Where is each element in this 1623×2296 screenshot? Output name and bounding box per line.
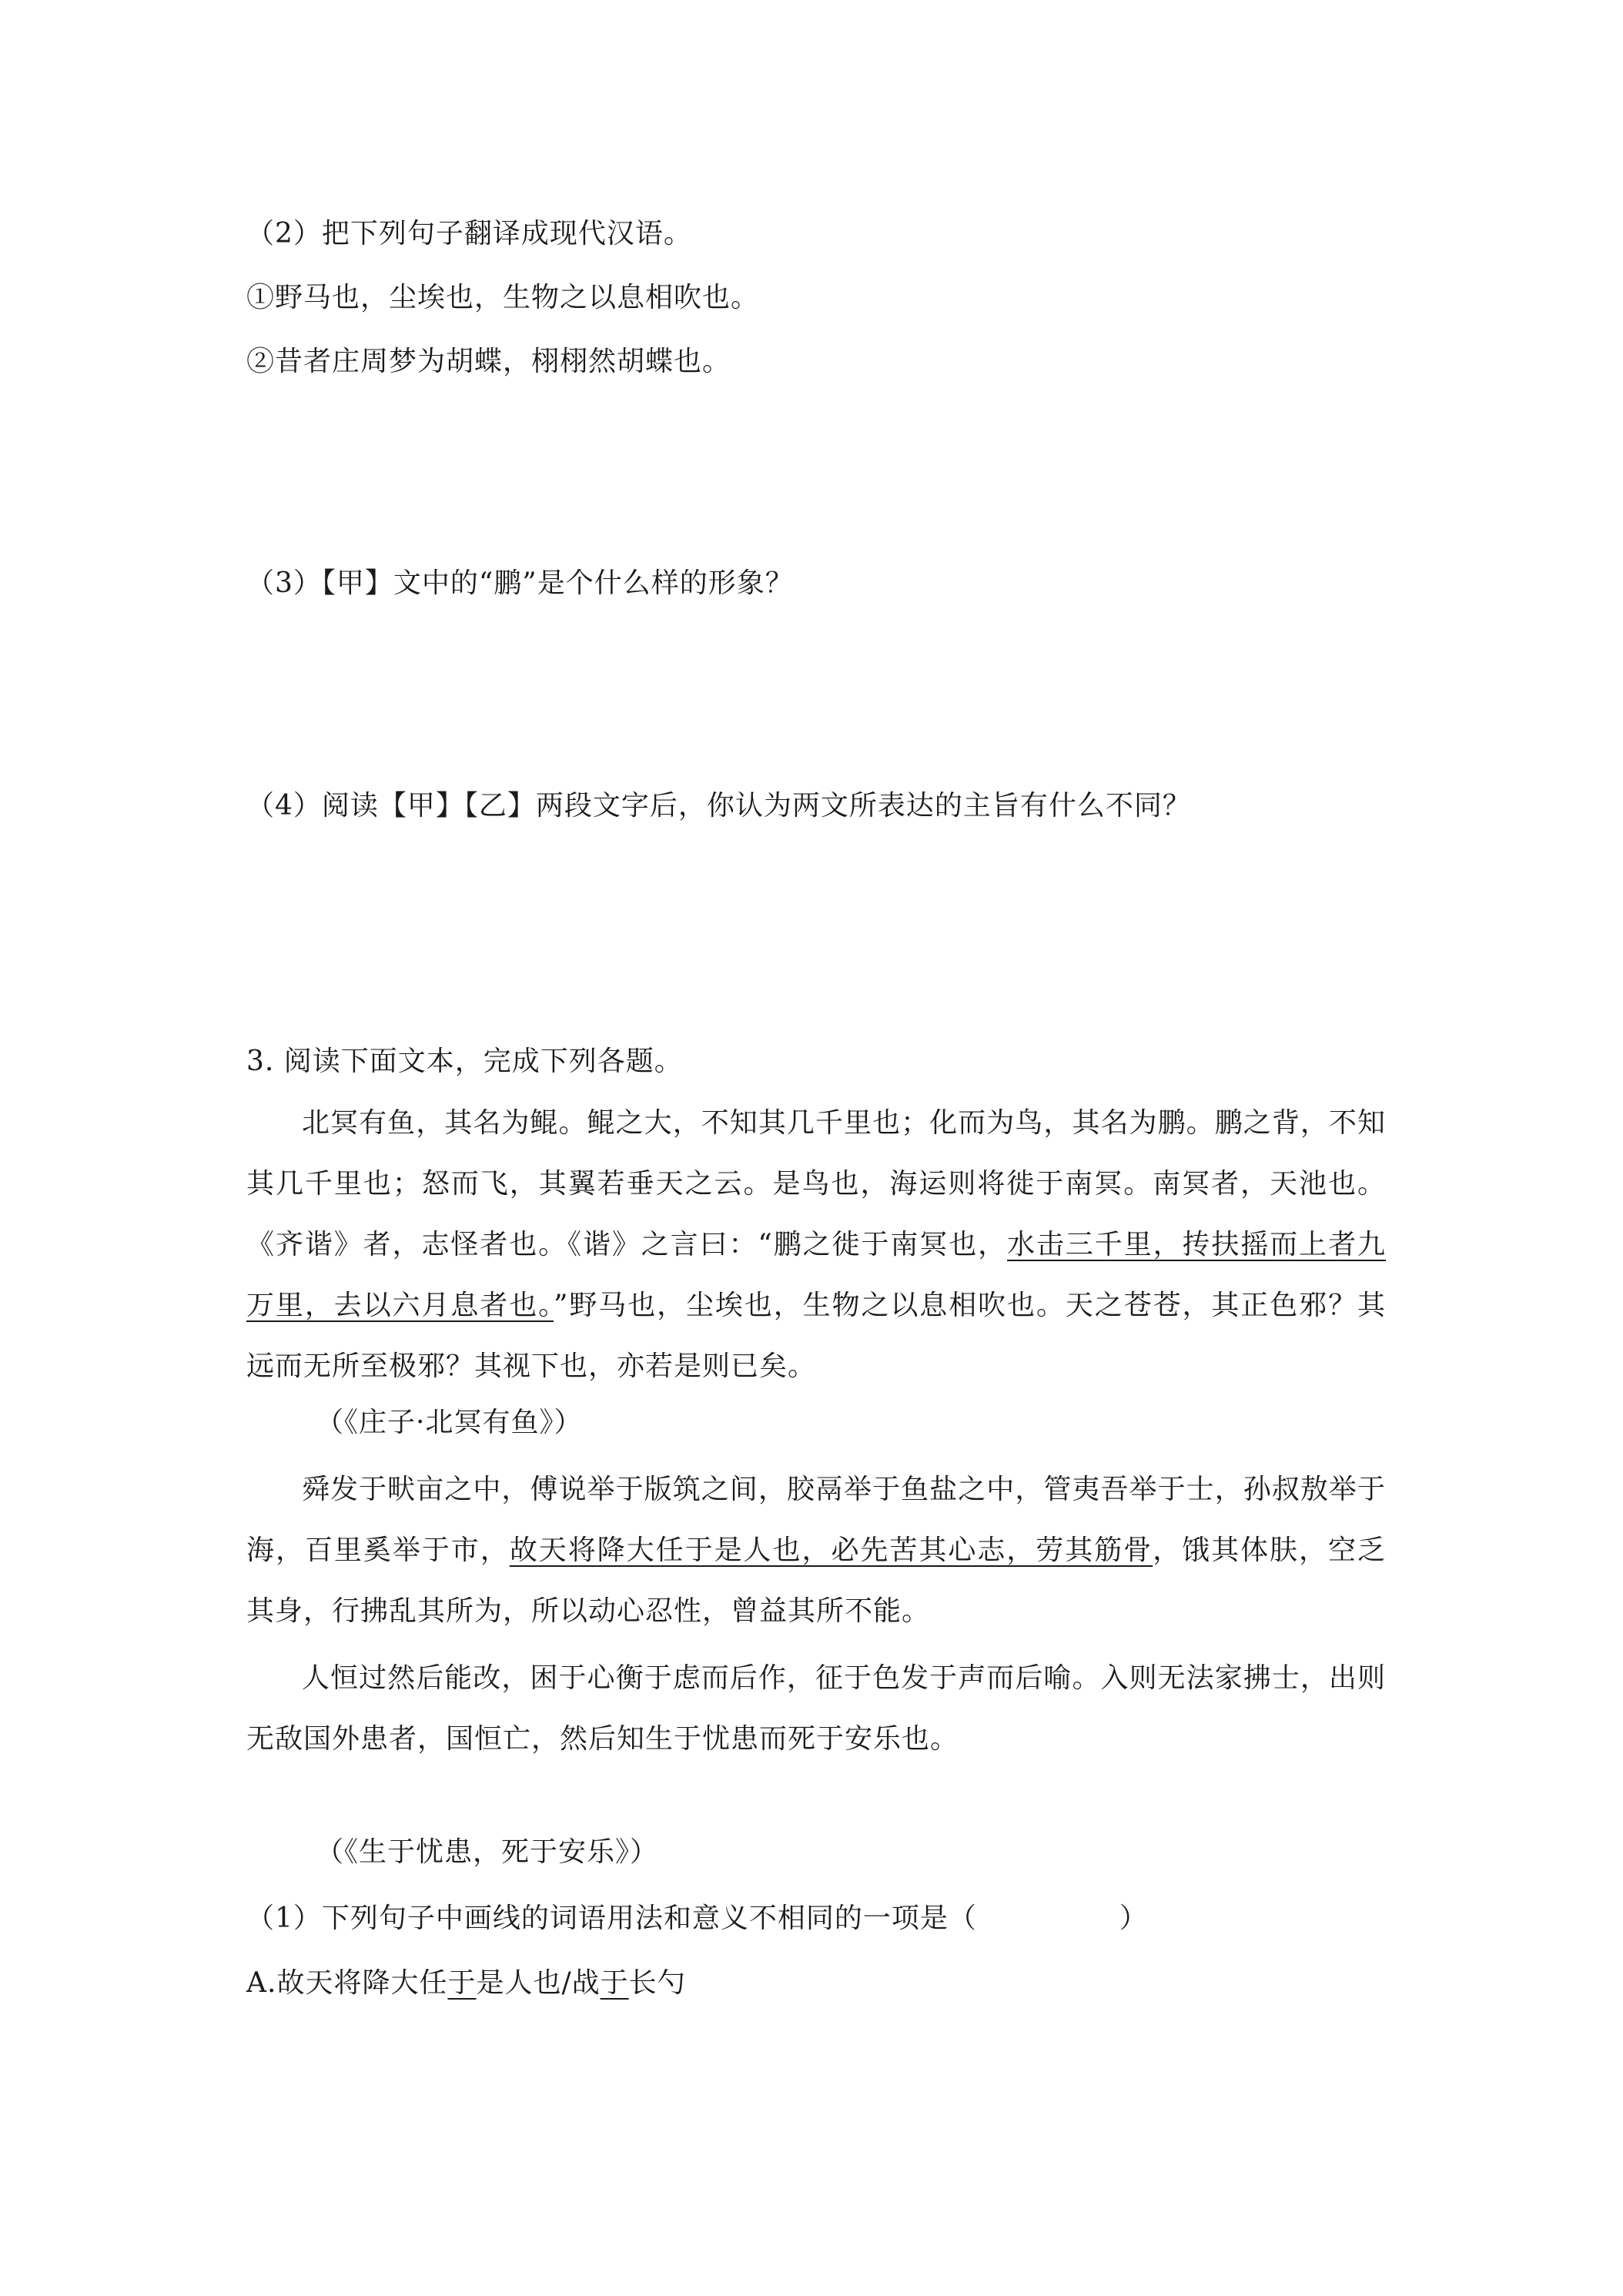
option-a-text-1: 故天将降大任 — [276, 1967, 448, 1999]
passage-b-text-1: 舜发于畎亩之中，傅说举于版筑之间，胶鬲举于鱼盐之中，管夷吾举于士，孙叔敖举于海，百里奚举于市， — [246, 1474, 1386, 1566]
q3-1-prompt: （1）下列句子中画线的词语用法和意义不相同的一项是（ ） — [246, 1903, 1148, 1934]
passage-a — [246, 1093, 1386, 1397]
passage-a-underlined: 水击三千里，抟扶摇而上者九万里，去以六月息者也。 — [246, 1229, 1386, 1321]
q2-2-prompt: （2）把下列句子翻译成现代汉语。 — [246, 218, 692, 249]
q2-2-sentence-2: ②昔者庄周梦为胡蝶，栩栩然胡蝶也。 — [246, 346, 731, 377]
passage-a-text-1: 北冥有鱼，其名为鲲。鲲之大，不知其几千里也；化而为鸟，其名为鹏。鹏之背，不知其几千里也；怒而飞，其翼若垂天之云。是鸟也，海运则将徙于南冥。南冥者，天池也。《齐谐》者，志怪者也。《谐》之言曰：“鹏之徙于南冥也， — [246, 1107, 1386, 1260]
q2-2-sentence-1: ①野马也，尘埃也，生物之以息相吹也。 — [246, 282, 760, 313]
q2-3-prompt: （3）【甲】文中的“鹏”是个什么样的形象？ — [246, 567, 794, 599]
passage-b-text-2: ，饿其体肤，空乏其身，行拂乱其所为，所以动心忍性，曾益其所不能。 — [246, 1535, 1386, 1627]
option-a-underlined-2: 于 — [600, 1967, 629, 1999]
passage-b — [246, 1459, 1386, 1642]
option-a-text-2: 是人也/战 — [476, 1967, 601, 1999]
source-b: （《生于忧患，死于安乐》） — [316, 1836, 659, 1868]
passage-c: 人恒过然后能改，困于心衡于虑而后作，征于色发于声而后喻。入则无法家拂士，出则无敌国外患者，国恒亡，然后知生于忧患而死于安乐也。 — [246, 1662, 1386, 1755]
option-a-underlined-1: 于 — [447, 1967, 477, 1999]
passage-a-text-2: ”野马也，尘埃也，生物之以息相吹也。天之苍苍，其正色邪？其远而无所至极邪？其视下也，亦若是则已矣。 — [246, 1290, 1386, 1382]
q3-1-option-a — [246, 1965, 686, 2002]
q3-heading: 3. 阅读下面文本，完成下列各题。 — [246, 1046, 683, 1077]
q2-4-prompt: （4）阅读【甲】【乙】两段文字后，你认为两文所表达的主旨有什么不同？ — [246, 790, 1191, 822]
source-a: （《庄子·北冥有鱼》） — [316, 1407, 583, 1438]
option-a-text-3: 长勺 — [628, 1967, 686, 1999]
passage-b-underlined: 故天将降大任于是人也，必先苦其心志，劳其筋骨 — [509, 1535, 1153, 1566]
option-a-label: A. — [246, 1967, 277, 1999]
